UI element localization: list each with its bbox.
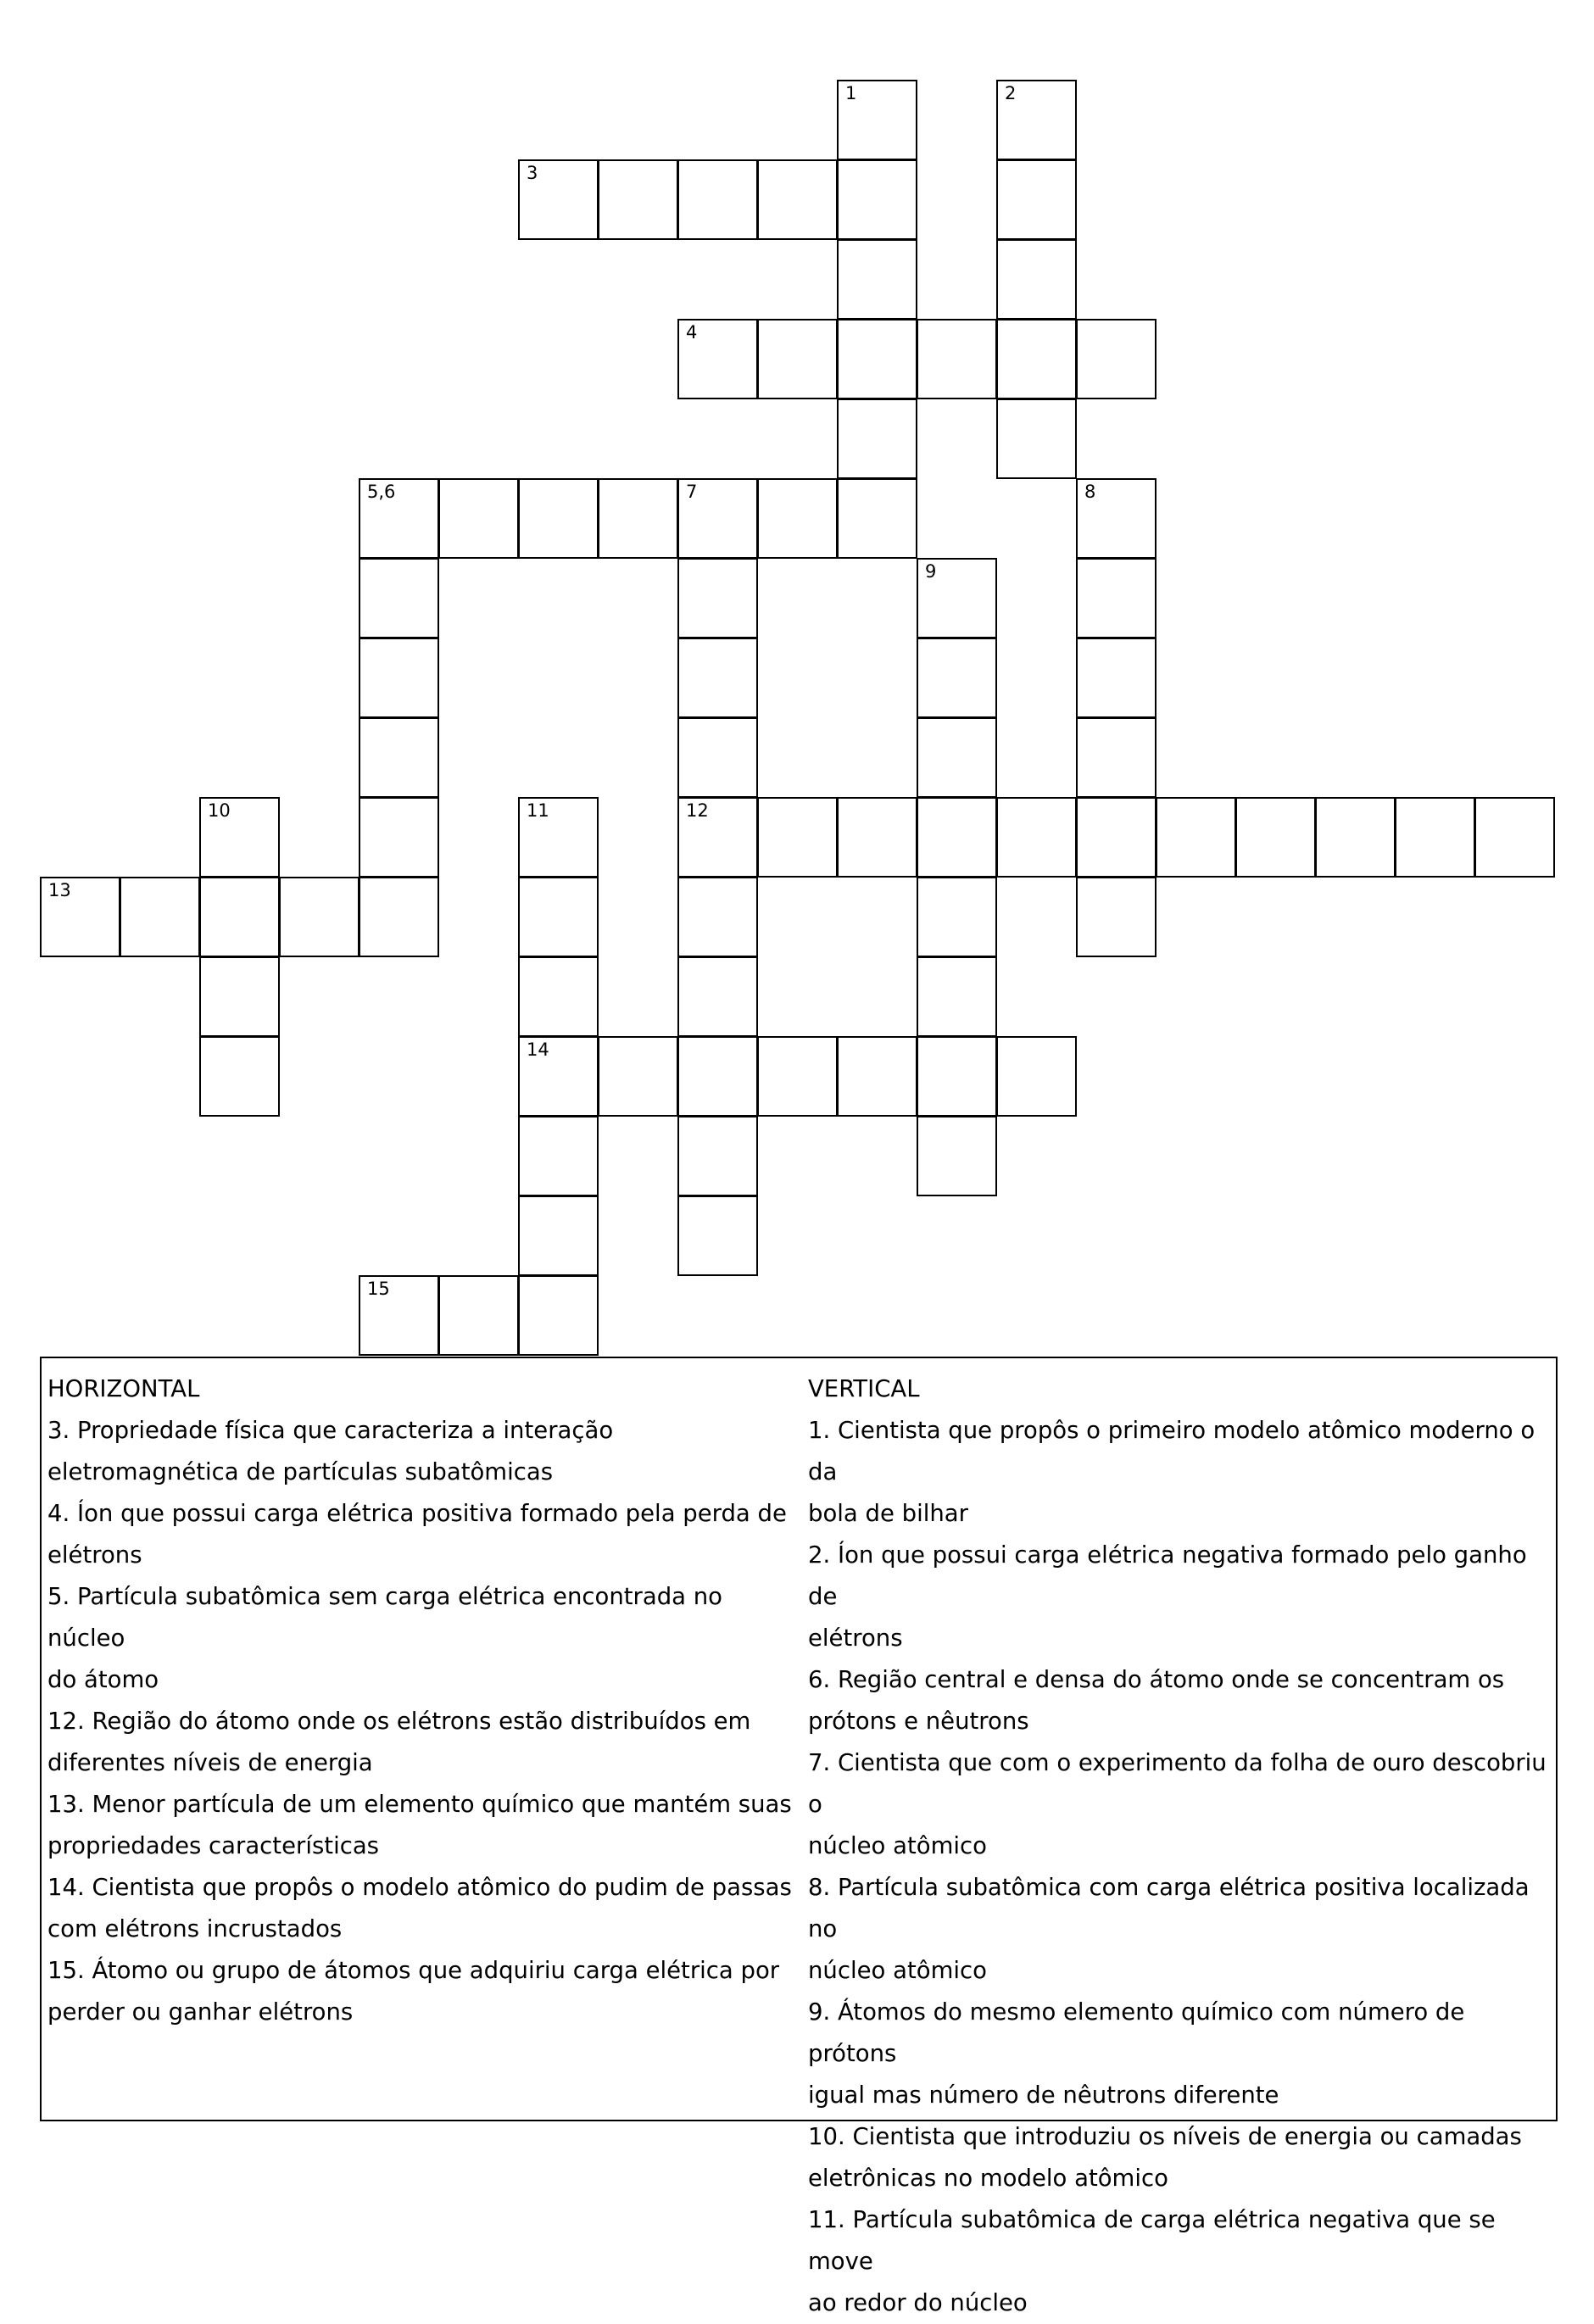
clue-number: 14 — [527, 1039, 549, 1060]
grid-cell[interactable] — [677, 478, 758, 559]
grid-cell[interactable] — [917, 877, 997, 957]
clue-line: elétrons — [47, 1541, 142, 1569]
clue-line: 6. Região central e densa do átomo onde se concentram os — [808, 1666, 1505, 1693]
grid-cell[interactable] — [677, 159, 758, 240]
grid-cell[interactable] — [359, 1275, 439, 1356]
clue-line: igual mas número de nêutrons diferente — [808, 2082, 1279, 2109]
grid-cell[interactable] — [917, 1036, 997, 1117]
grid-cell[interactable] — [996, 80, 1077, 160]
grid-cell[interactable] — [359, 478, 439, 559]
clue-line: 1. Cientista que propôs o primeiro modelo atômico moderno o da — [808, 1417, 1535, 1485]
grid-cell[interactable] — [757, 1036, 838, 1117]
grid-cell[interactable] — [996, 239, 1077, 320]
clue-number: 3 — [527, 163, 538, 183]
clue-number: 4 — [686, 322, 698, 343]
grid-cell[interactable] — [598, 1036, 678, 1117]
grid-cell[interactable] — [120, 877, 200, 957]
grid-cell[interactable] — [996, 319, 1077, 399]
grid-cell[interactable] — [438, 478, 519, 559]
grid-cell[interactable] — [1076, 638, 1156, 718]
clue-line: 8. Partícula subatômica com carga elétrica positiva localizada no — [808, 1874, 1530, 1942]
grid-cell[interactable] — [837, 797, 917, 878]
clue-number: 1 — [845, 83, 857, 103]
clue-number: 15 — [367, 1279, 390, 1299]
grid-cell[interactable] — [359, 877, 439, 957]
grid-cell[interactable] — [837, 398, 917, 479]
grid-cell[interactable] — [917, 638, 997, 718]
grid-cell[interactable] — [1076, 797, 1156, 878]
grid-cell[interactable] — [518, 1036, 599, 1117]
grid-cell[interactable] — [199, 956, 280, 1037]
grid-cell[interactable] — [996, 1036, 1077, 1117]
clue-line: prótons e nêutrons — [808, 1708, 1029, 1735]
grid-cell[interactable] — [1076, 877, 1156, 957]
grid-cell[interactable] — [518, 877, 599, 957]
grid-cell[interactable] — [677, 1116, 758, 1196]
grid-cell[interactable] — [757, 159, 838, 240]
grid-cell[interactable] — [677, 717, 758, 798]
grid-cell[interactable] — [1076, 717, 1156, 798]
grid-cell[interactable] — [917, 956, 997, 1037]
clue-line: diferentes níveis de energia — [47, 1749, 373, 1776]
grid-cell[interactable] — [199, 797, 280, 878]
clue-line: 3. Propriedade física que caracteriza a interação — [47, 1417, 614, 1444]
clue-number: 7 — [686, 482, 698, 502]
clue-line: 12. Região do átomo onde os elétrons estão distribuídos em — [47, 1708, 751, 1735]
grid-cell[interactable] — [518, 1195, 599, 1276]
grid-cell[interactable] — [677, 1195, 758, 1276]
clue-line: eletromagnética de partículas subatômicas — [47, 1458, 554, 1485]
grid-cell[interactable] — [598, 478, 678, 559]
clue-line: 11. Partícula subatômica de carga elétrica negativa que se move — [808, 2206, 1496, 2275]
clue-line: 4. Íon que possui carga elétrica positiva formado pela perda de — [47, 1500, 787, 1527]
clue-line: eletrônicas no modelo atômico — [808, 2165, 1168, 2192]
grid-cell[interactable] — [359, 558, 439, 638]
grid-cell[interactable] — [1156, 797, 1236, 878]
clue-number: 11 — [527, 800, 549, 821]
grid-cell[interactable] — [40, 877, 120, 957]
grid-cell[interactable] — [1474, 797, 1555, 878]
clue-line: 14. Cientista que propôs o modelo atômico do pudim de passas — [47, 1874, 792, 1901]
grid-cell[interactable] — [757, 797, 838, 878]
clue-line: propriedades características — [47, 1832, 380, 1859]
grid-cell[interactable] — [677, 877, 758, 957]
clue-number: 13 — [48, 880, 71, 900]
grid-cell[interactable] — [359, 797, 439, 878]
clue-line: 13. Menor partícula de um elemento químico que mantém suas — [47, 1791, 792, 1818]
grid-cell[interactable] — [677, 956, 758, 1037]
grid-cell[interactable] — [917, 1116, 997, 1196]
grid-cell[interactable] — [438, 1275, 519, 1356]
grid-cell[interactable] — [757, 319, 838, 399]
grid-cell[interactable] — [757, 478, 838, 559]
vertical-clues — [808, 1368, 1554, 2324]
clue-line: 15. Átomo ou grupo de átomos que adquiriu carga elétrica por — [47, 1957, 780, 1984]
grid-cell[interactable] — [518, 478, 599, 559]
grid-cell[interactable] — [677, 797, 758, 878]
grid-cell[interactable] — [917, 797, 997, 878]
clue-number: 10 — [208, 800, 231, 821]
clue-line: 9. Átomos do mesmo elemento químico com número de prótons — [808, 1998, 1465, 2067]
grid-cell[interactable] — [279, 877, 359, 957]
grid-cell[interactable] — [199, 1036, 280, 1117]
grid-cell[interactable] — [1395, 797, 1475, 878]
grid-cell[interactable] — [677, 558, 758, 638]
grid-cell[interactable] — [996, 797, 1077, 878]
clue-number: 5,6 — [367, 482, 396, 502]
clue-line: 5. Partícula subatômica sem carga elétrica encontrada no núcleo — [47, 1583, 723, 1652]
grid-cell[interactable] — [1235, 797, 1316, 878]
clue-line: elétrons — [808, 1625, 903, 1652]
grid-cell[interactable] — [1315, 797, 1396, 878]
clue-line: 7. Cientista que com o experimento da folha de ouro descobriu o — [808, 1749, 1547, 1818]
grid-cell[interactable] — [518, 797, 599, 878]
grid-cell[interactable] — [917, 717, 997, 798]
clue-number: 12 — [686, 800, 709, 821]
grid-cell[interactable] — [837, 80, 917, 160]
grid-cell[interactable] — [677, 638, 758, 718]
grid-cell[interactable] — [1076, 478, 1156, 559]
grid-cell[interactable] — [917, 558, 997, 638]
grid-cell[interactable] — [199, 877, 280, 957]
grid-cell[interactable] — [677, 1036, 758, 1117]
grid-cell[interactable] — [917, 319, 997, 399]
grid-cell[interactable] — [996, 398, 1077, 479]
grid-cell[interactable] — [518, 1116, 599, 1196]
clue-line: do átomo — [47, 1666, 159, 1693]
grid-cell[interactable] — [837, 239, 917, 320]
grid-cell[interactable] — [996, 159, 1077, 240]
clue-line: núcleo atômico — [808, 1957, 987, 1984]
grid-cell[interactable] — [1076, 319, 1156, 399]
clue-number: 9 — [925, 561, 937, 582]
grid-cell[interactable] — [359, 717, 439, 798]
grid-cell[interactable] — [837, 478, 917, 559]
grid-cell[interactable] — [837, 319, 917, 399]
grid-cell[interactable] — [677, 319, 758, 399]
clue-number: 2 — [1005, 83, 1017, 103]
horizontal-clues — [47, 1368, 798, 2033]
grid-cell[interactable] — [359, 638, 439, 718]
grid-cell[interactable] — [518, 1275, 599, 1356]
clue-line: núcleo atômico — [808, 1832, 987, 1859]
clue-line: bola de bilhar — [808, 1500, 968, 1527]
clue-line: 10. Cientista que introduziu os níveis de energia ou camadas — [808, 2123, 1522, 2150]
clue-line: perder ou ganhar elétrons — [47, 1998, 354, 2026]
grid-cell[interactable] — [518, 159, 599, 240]
grid-cell[interactable] — [837, 1036, 917, 1117]
grid-cell[interactable] — [837, 159, 917, 240]
grid-cell[interactable] — [1076, 558, 1156, 638]
horizontal-title: HORIZONTAL — [47, 1375, 200, 1402]
clue-number: 8 — [1084, 482, 1096, 502]
vertical-title: VERTICAL — [808, 1375, 920, 1402]
clues-box — [40, 1357, 1558, 2316]
clue-line: 2. Íon que possui carga elétrica negativa formado pelo ganho de — [808, 1541, 1527, 1610]
clue-line: com elétrons incrustados — [47, 1915, 343, 1942]
grid-cell[interactable] — [598, 159, 678, 240]
clue-line: ao redor do núcleo — [808, 2289, 1028, 2316]
grid-cell[interactable] — [518, 956, 599, 1037]
